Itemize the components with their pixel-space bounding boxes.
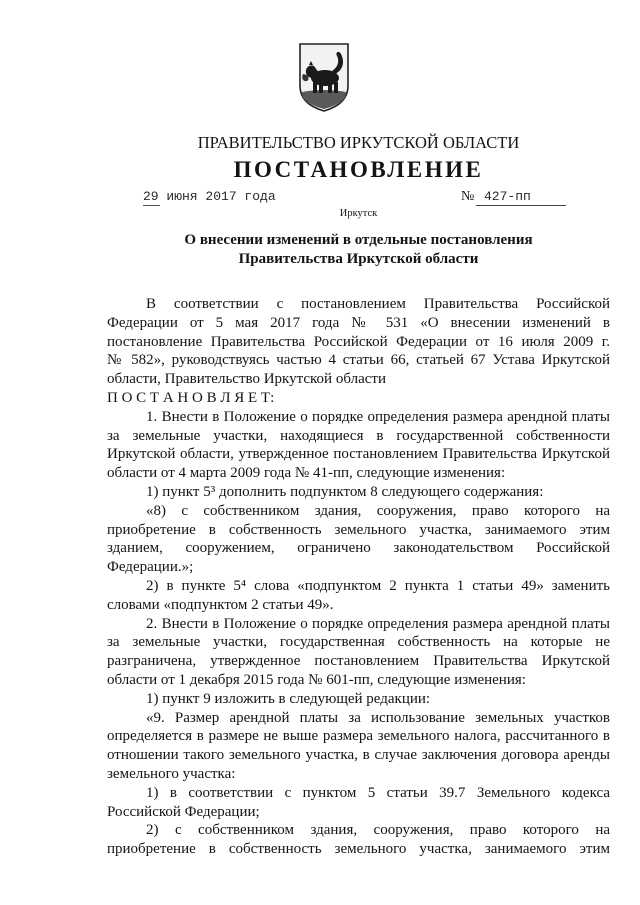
government-name: ПРАВИТЕЛЬСТВО ИРКУТСКОЙ ОБЛАСТИ: [197, 133, 520, 152]
body-line: № 582», руководствуясь частью 4 статьи 66, статьей 67 Устава Иркутской: [107, 352, 610, 369]
document-type: ПОСТАНОВЛЕНИЕ: [233, 157, 484, 182]
body-line: за земельные участки, находящиеся в государственной собственности: [107, 427, 610, 444]
body-line: Иркутской области, утвержденное постановлением Правительства Иркутской: [107, 446, 610, 463]
body-line: 2) в пункте 5⁴ слова «подпунктом 2 пункта 1 статьи 49» заменить: [146, 577, 610, 594]
body-line: определяется в размере не выше размера земельного налога, рассчитанного в: [107, 728, 610, 745]
body-line: за земельные участки, государственная собственность на которые не: [107, 634, 610, 651]
document-title: [107, 231, 610, 269]
body-line: 1) пункт 9 изложить в следующей редакции:: [146, 690, 431, 707]
body-line: 1) пункт 5³ дополнить подпунктом 8 следующего содержания:: [146, 483, 544, 500]
body-line: Федерации.»;: [107, 559, 194, 576]
body-line: «9. Размер арендной платы за использование земельных участков: [146, 709, 610, 726]
paragraph: [107, 615, 610, 690]
number-sign: №: [461, 189, 475, 204]
paragraph: [107, 389, 610, 408]
body-line: земельного участка:: [107, 765, 236, 782]
title-line: Правительства Иркутской области: [238, 251, 479, 267]
document-body: [107, 295, 610, 859]
number-underline: [476, 205, 566, 206]
body-line: области от 4 марта 2009 года № 41-пп, следующие изменения:: [107, 465, 506, 482]
body-line: 1. Внести в Положение о порядке определения размера арендной платы: [146, 408, 610, 425]
body-line: области, Правительство Иркутской области: [107, 371, 386, 388]
coat-of-arms-icon: [297, 40, 351, 114]
title-line: О внесении изменений в отдельные постановления: [184, 232, 533, 248]
body-line: В соответствии с постановлением Правительства Российской: [146, 296, 610, 312]
body-line: разграничена, утвержденное постановлением Правительства Иркутской: [107, 653, 610, 670]
body-line: постановление Правительства Российской Федерации от 16 июля 2009 г.: [107, 333, 610, 350]
paragraph: [107, 502, 610, 577]
body-line: словами «подпунктом 2 статьи 49».: [107, 596, 334, 613]
paragraph: [107, 784, 610, 822]
body-line: области от 1 декабря 2015 года № 601-пп, следующие изменения:: [107, 671, 526, 688]
paragraph: [107, 690, 610, 709]
paragraph: [107, 821, 610, 859]
body-line: «8) с собственником здания, сооружения, право которого на: [146, 502, 610, 519]
body-line: зданием, сооружением, ограничено законодательством Российской: [107, 540, 610, 557]
paragraph: [107, 295, 610, 389]
body-line: 1) в соответствии с пунктом 5 статьи 39.7 Земельного кодекса: [146, 784, 610, 801]
city: Иркутск: [339, 208, 378, 219]
body-line: Федерации от 5 мая 2017 года № 531 «О внесении изменений в: [107, 314, 610, 331]
document-number: 427-пп: [484, 189, 531, 204]
resolves-heading: П О С Т А Н О В Л Я Е Т:: [107, 389, 275, 406]
document-date: 29 июня 2017 года: [143, 189, 276, 204]
paragraph: [107, 408, 610, 483]
date-underline: [143, 205, 160, 206]
paragraph: [107, 483, 610, 502]
body-line: 2. Внести в Положение о порядке определения размера арендной платы: [146, 615, 610, 632]
body-line: 2) с собственником здания, сооружения, право которого на: [146, 822, 610, 839]
paragraph: [107, 709, 610, 784]
body-line: отношении такого земельного участка, в случае заключения договора аренды: [107, 747, 610, 764]
paragraph: [107, 577, 610, 615]
body-line: приобретение в собственность земельного участка, занимаемого этим: [107, 841, 610, 858]
body-line: приобретение в собственность земельного участка, занимаемого этим: [107, 521, 610, 538]
body-line: Российской Федерации;: [107, 803, 260, 820]
